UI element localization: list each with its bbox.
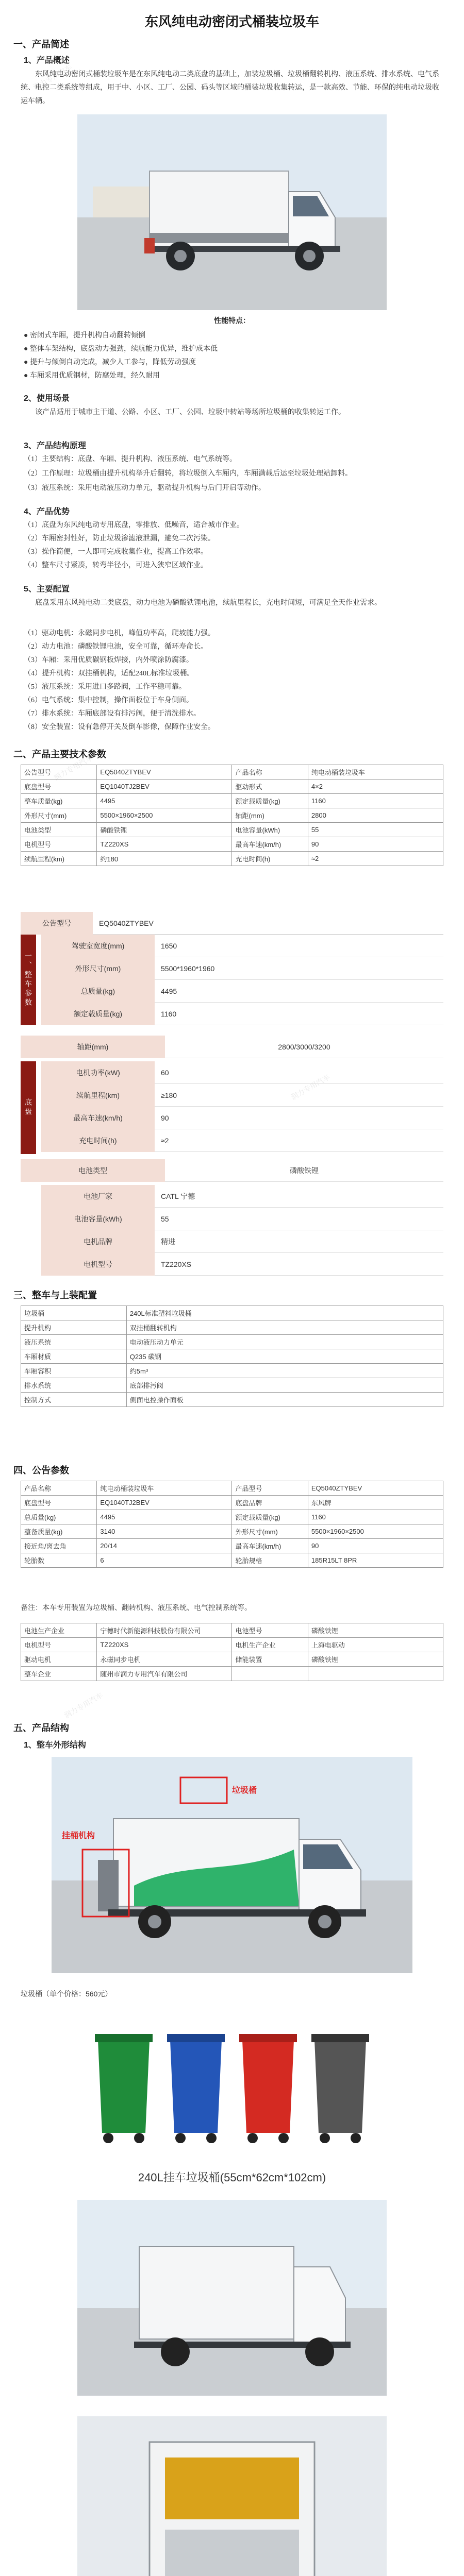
config-row: [21, 1378, 443, 1393]
notice-label: 轮胎规格: [232, 1553, 308, 1568]
params-row: [21, 852, 443, 866]
spec-key: 额定载质量(kg): [41, 1003, 155, 1026]
spec-row: [41, 1230, 443, 1253]
notice-label: [232, 1667, 308, 1681]
notice-value: 纯电动桶装垃圾车: [97, 1481, 232, 1496]
param-value: 90: [308, 837, 443, 852]
notice-value: 上海电驱动: [308, 1638, 443, 1652]
param-value: 55: [308, 823, 443, 837]
config-value: 240L标准塑料垃圾桶: [126, 1306, 443, 1320]
config-item: （3）车厢：采用优质碳钢板焊接，内外喷涂防腐漆。: [24, 656, 193, 664]
spec-key: 充电时间(h): [41, 1129, 155, 1153]
truck-back-illustration: [77, 2416, 387, 2576]
notice-value: 5500×1960×2500: [308, 1524, 443, 1539]
notice-value: 东风牌: [308, 1496, 443, 1510]
spec-value: 4495: [155, 980, 443, 1003]
config-value: 电动液压动力单元: [126, 1335, 443, 1349]
notice-row: [21, 1510, 443, 1524]
config-label: 控制方式: [21, 1393, 127, 1407]
spec-key: 最高车速(km/h): [41, 1107, 155, 1130]
param-value: ≈2: [308, 852, 443, 866]
spec-key: 外形尺寸(mm): [41, 957, 155, 980]
spec-model-label: 公告型号: [21, 912, 93, 935]
notice-value: 磷酸铁锂: [308, 1623, 443, 1638]
param-label: 最高车速(km/h): [232, 837, 308, 852]
spec-value: 1160: [155, 1003, 443, 1025]
param-value: 1160: [308, 794, 443, 808]
config-label: 垃圾桶: [21, 1306, 127, 1320]
wheelbase-value: 2800/3000/3200: [165, 1036, 443, 1058]
truck-photo-main: [77, 114, 387, 310]
config-item: （4）提升机构：双挂桶机构，适配240L标准垃圾桶。: [24, 670, 194, 677]
notice-label: 电机型号: [21, 1638, 97, 1652]
wheelbase-label: 轴距(mm): [21, 1036, 165, 1059]
param-label: 驱动形式: [232, 779, 308, 794]
advantage-item: （1）底盘为东风纯电动专用底盘，零排放、低噪音，适合城市作业。: [24, 521, 244, 529]
truck-rear-illustration: [77, 2200, 387, 2396]
notice-label: 底盘型号: [21, 1496, 97, 1510]
param-label: 电池类型: [21, 823, 97, 837]
section-heading-overview: 一、产品简述: [13, 39, 69, 49]
param-value: 纯电动桶装垃圾车: [308, 765, 443, 779]
params-table: [21, 765, 443, 866]
notice-label: 产品型号: [232, 1481, 308, 1496]
spec-row: [41, 1003, 443, 1025]
notice-label: 整车企业: [21, 1667, 97, 1681]
param-value: 约180: [97, 852, 232, 866]
config-item: （2）动力电池：磷酸铁锂电池，安全可靠，循环寿命长。: [24, 643, 208, 651]
notice-value: 4495: [97, 1510, 232, 1524]
spec-row: [41, 1107, 443, 1129]
notice-label: 整备质量(kg): [21, 1524, 97, 1539]
spec-value: 60: [155, 1061, 443, 1084]
spec-value: 55: [155, 1208, 443, 1230]
param-label: 外形尺寸(mm): [21, 808, 97, 823]
usage-paragraph: 该产品适用于城市主干道、公路、小区、工厂、公园、垃圾中转站等场所垃圾桶的收集转运工作。: [35, 409, 345, 416]
param-label: 公告型号: [21, 765, 97, 779]
spec-group-label: 一、整车参数: [21, 935, 36, 1025]
battery-type-value: 磷酸铁锂: [165, 1159, 443, 1182]
spec-row: [41, 1208, 443, 1230]
param-label: 额定载质量(kg): [232, 794, 308, 808]
section-heading-params: 二、产品主要技术参数: [13, 749, 106, 759]
spec-key: 驾驶室宽度(mm): [41, 935, 155, 958]
bins-caption: 垃圾桶（单个价格：560元）: [21, 1990, 112, 1998]
spec-model-value: EQ5040ZTYBEV: [93, 912, 443, 935]
spec-model-row: [21, 912, 443, 935]
section-heading-structure: 五、产品结构: [13, 1723, 69, 1733]
notice-row: [21, 1638, 443, 1652]
param-label: 电池容量(kWh): [232, 823, 308, 837]
bins-illustration: [77, 2009, 387, 2164]
param-label: 产品名称: [232, 765, 308, 779]
notice-value: 磷酸铁锂: [308, 1652, 443, 1667]
notice-value: [308, 1667, 443, 1681]
spec-row: [41, 1129, 443, 1152]
config-item: （8）安全装置：设有急停开关及倒车影像，保障作业安全。: [24, 723, 215, 731]
notice-row: [21, 1539, 443, 1553]
advantage-item: （4）整车尺寸紧凑，转弯半径小，可进入狭窄区域作业。: [24, 562, 208, 569]
notice-label: 轮胎数: [21, 1553, 97, 1568]
wheelbase-row: [21, 1036, 443, 1058]
callout-bin: 垃圾桶: [232, 1786, 257, 1795]
param-label: 底盘型号: [21, 779, 97, 794]
config-item: （7）排水系统：车厢底部设有排污阀，便于清洗排水。: [24, 710, 201, 718]
feature-item: ● 提升与倾倒自动完成，减少人工参与，降低劳动强度: [24, 359, 196, 366]
notice-label: 接近角/离去角: [21, 1539, 97, 1553]
spec-key: 电池厂家: [41, 1185, 155, 1208]
config-value: Q235 碳钢: [126, 1349, 443, 1364]
notice-row: [21, 1623, 443, 1638]
feature-item: ● 整体车架结构，底盘动力强劲，续航能力优异，维护成本低: [24, 345, 218, 353]
config-label: 车厢容积: [21, 1364, 127, 1378]
truck-photo-back: [77, 2416, 387, 2576]
notice-value: EQ5040ZTYBEV: [308, 1481, 443, 1496]
notice-value: 6: [97, 1553, 232, 1568]
config-row: [21, 1349, 443, 1364]
notice-table: [21, 1481, 443, 1568]
param-value: 4495: [97, 794, 232, 808]
config-row: [21, 1335, 443, 1349]
spec-value: 5500*1960*1960: [155, 957, 443, 980]
spec-row: [41, 980, 443, 1003]
spec-row: [41, 1253, 443, 1276]
notice-row: [21, 1553, 443, 1568]
param-value: EQ1040TJ2BEV: [97, 779, 232, 794]
param-label: 电机型号: [21, 837, 97, 852]
structure-item: （1）主要结构：底盘、车厢、提升机构、液压系统、电气系统等。: [24, 455, 237, 463]
notice-value: 185R15LT 8PR: [308, 1553, 443, 1568]
config-row: [21, 1393, 443, 1407]
subheading-structure: 3、产品结构原理: [24, 442, 86, 450]
spec-value: TZ220XS: [155, 1253, 443, 1276]
spec-value: 1650: [155, 935, 443, 957]
config-item: （6）电气系统：集中控制，操作面板位于车身侧面。: [24, 697, 193, 704]
notice-label: 电机生产企业: [232, 1638, 308, 1652]
notice-row: [21, 1496, 443, 1510]
truck-photo-rear: [77, 2200, 387, 2396]
notice-value: 永磁同步电机: [97, 1652, 232, 1667]
config-value: 约5m³: [126, 1364, 443, 1378]
notice-bottom-table: [21, 1623, 443, 1681]
bins-label: 240L挂车垃圾桶(55cm*62cm*102cm): [138, 2171, 326, 2184]
spec-value: ≈2: [155, 1129, 443, 1152]
config-row: [21, 1320, 443, 1335]
subheading-config: 5、主要配置: [24, 585, 70, 594]
chassis-group-label: 底盘: [21, 1061, 36, 1154]
battery-type-label: 电池类型: [21, 1159, 165, 1182]
battery-type-row: [21, 1159, 443, 1182]
config-item: （5）液压系统：采用进口多路阀，工作平稳可靠。: [24, 683, 186, 691]
intro-paragraph: 东风纯电动密闭式桶装垃圾车是在东风纯电动二类底盘的基础上，加装垃圾桶、垃圾桶翻转机构、液压系统、排水系统、电气系统、电控二类系统等组成，用于中、小区、工厂、公园、码头等区域的桶装垃圾收集转运，是一款高效、节能、环保的纯电动垃圾收运车辆。: [21, 71, 439, 105]
param-value: 5500×1960×2500: [97, 808, 232, 823]
notice-remark: 备注：本车专用装置为垃圾桶、翻转机构、液压系统、电气控制系统等。: [21, 1604, 252, 1612]
notice-value: EQ1040TJ2BEV: [97, 1496, 232, 1510]
notice-value: 1160: [308, 1510, 443, 1524]
spec-key: 续航里程(km): [41, 1084, 155, 1107]
param-label: 续航里程(km): [21, 852, 97, 866]
section-heading-notice: 四、公告参数: [13, 1465, 69, 1476]
notice-label: 电池生产企业: [21, 1623, 97, 1638]
section-heading-config: 三、整车与上装配置: [13, 1290, 97, 1300]
spec-value: ≥180: [155, 1084, 443, 1107]
config-label: 排水系统: [21, 1378, 127, 1393]
params-row: [21, 765, 443, 779]
truck-illustration: [77, 114, 387, 310]
spec-key: 总质量(kg): [41, 980, 155, 1003]
param-label: 充电时间(h): [232, 852, 308, 866]
spec-key: 电池容量(kWh): [41, 1208, 155, 1231]
config-row: [21, 1306, 443, 1320]
notice-value: TZ220XS: [97, 1638, 232, 1652]
notice-label: 总质量(kg): [21, 1510, 97, 1524]
config-table: [21, 1306, 443, 1407]
notice-label: 额定载质量(kg): [232, 1510, 308, 1524]
param-value: 磷酸铁锂: [97, 823, 232, 837]
notice-label: 电池型号: [232, 1623, 308, 1638]
config-row: [21, 1364, 443, 1378]
notice-label: 产品名称: [21, 1481, 97, 1496]
param-label: 整车质量(kg): [21, 794, 97, 808]
advantage-item: （2）车厢密封性好，防止垃圾渗滤液泄漏，避免二次污染。: [24, 535, 215, 543]
params-row: [21, 837, 443, 852]
advantage-item: （3）操作简便，一人即可完成收集作业，提高工作效率。: [24, 548, 208, 556]
params-row: [21, 823, 443, 837]
notice-value: 90: [308, 1539, 443, 1553]
structure-item: （2）工作原理：垃圾桶由提升机构举升后翻转，将垃圾倒入车厢内，车厢满载后运至垃圾处理站卸料。: [24, 470, 352, 478]
param-value: TZ220XS: [97, 837, 232, 852]
notice-row: [21, 1667, 443, 1681]
notice-label: 底盘品牌: [232, 1496, 308, 1510]
params-row: [21, 808, 443, 823]
spec-value: CATL 宁德: [155, 1185, 443, 1208]
spec-key: 电机功率(kW): [41, 1061, 155, 1084]
param-value: EQ5040ZTYBEV: [97, 765, 232, 779]
document-page: 润力专用汽车 润力专用汽车 润力专用汽车 润力专用汽车 东风纯电动密闭式桶装垃圾车 一、产品简述 1、产品概述 东风纯电动密闭式桶装垃圾车是在东风纯电动二类底盘的基础上，加装垃圾桶、垃圾桶翻转机构、液压系统、排水系统、电气系统、电控二类系统等组成，用于中、小区、工厂、公园、码头等区域的桶装垃圾收集转运，是一款高效、节能、环保的纯电动垃圾收运车辆。 性能特点： ● 密闭式车厢，提升机构自动翻转倾倒 ● 整体车架结构，底盘动力强劲，续航能力优异，维护成本低 ● 提升与倾倒自动完成，减少人工参与，降低劳动强度 ● 车厢采用优质钢材，防腐处理，经久耐用 2、使用场景 该产品适用于城市主干道、公路、小区、工厂、公园、垃圾中转站等场所垃圾桶的收集转运工作。 3、产品结构原理 （1）主要结构：底盘、车厢、提升机构、液压系统、电气系统等。 （2）工作原理：垃圾桶由提升机构举升后翻转，将垃圾倒入车厢内，车厢满载后运至垃圾处理站卸料。 （3）液压系统：采用电动液压动力单元，驱动提升机构与后门开启等动作。 4、产品优势 （1）底盘为东风纯电动专用底盘，零排放、低噪音，适合城市作业。 （2）车厢密封性好，防止垃圾渗滤液泄漏，避免二次污染。 （3）操作简便，一人即可完成收集作业，提高工作效率。 （4）整车尺寸紧凑，转弯半径小，可进入狭窄区域作业。 5、主要配置 底盘采用东风纯电动二类底盘，动力电池为磷酸铁锂电池，续航里程长，充电时间短，可满足全天作业需求。 （1）驱动电机：永磁同步电机，峰值功率高，爬坡能力强。 （2）动力电池：磷酸铁锂电池，安全可靠，循环寿命长。 （3）车厢：采用优质碳钢板焊接，内外喷涂防腐漆。 （4）提升机构：双挂桶机构，适配240L标准垃圾桶。 （5）液压系统：采用进口多路阀，工作平稳可靠。 （6）电气系统：集中控制，操作面板位于车身侧面。 （7）排水系统：车厢底部设有排污阀，便于清洗排水。 （8）安全装置：设有急停开关及倒车影像，保障作业安全。 二、产品主要技术参数 公告型号 EQ5040ZTYBEV 产品名称 纯电动桶装垃圾车 底盘型号 EQ1040TJ2BEV 驱动形式 4×2 整车质量(kg) 4495 额定载质量(kg) 1160 外形尺寸(mm) 5500×1960×2500 轴距(mm) 2800 电池类型 磷酸铁锂 电池容量(kWh) 55 电机型号 TZ220XS 最高车速(km/h) 90 续航里程(km) 约180 充电时间(h) ≈2 公告型号 EQ5040ZTYBEV 一、整车参数 驾驶室宽度(mm) 1650 外形尺寸(mm) 5500*1960*1960 总质量(kg) 4495 额定载质量(kg) 1160 轴距(mm) 2800/3000/3200 底盘 电机功率(kW) 60 续航里程(km) ≥180 最高车速(km/h) 90 充电时间(h) ≈2 电池类型 磷酸铁锂 电池厂家 CATL 宁德 电池容量(kWh) 55 电机品牌 精进 电机型号 TZ220XS 三、整车与上装配置 垃圾桶 240L标准塑料垃圾桶 提升机构 双挂桶翻转机构 液压系统 电动液压动力单元 车厢材质 Q235 碳钢 车厢容积 约5m³ 排水系统 底部排污阀 控制方式 侧面电控操作面板 四、公告参数 产品名称 纯电动桶装垃圾车 产品型号 EQ5040ZTYBEV 底盘型号 EQ1040TJ2BEV 底盘品牌 东风牌 总质量(kg) 4495 额定载质量(kg) 1160 整备质量(kg) 3140 外形尺寸(mm) 5500×1960×2500 接近角/离去角 20/14 最高车速(km/h) 90 轮胎数 6 轮胎规格 185R15LT 8PR 备注：本车专用装置为垃圾桶、翻转机构、液压系统、电气控制系统等。 电池生产企业 宁德时代新能源科技股份有限公司 电池型号 磷酸铁锂 电机型号 TZ220XS 电机生产企业 上海电驱动 驱动电机 永磁同步电机 储能装置 磷酸铁锂 整车企业 随州市润力专用汽车有限公司 五、产品结构 1、整车外形结构 垃圾桶 挂桶机构 垃圾桶（单个价格：560元） 240L挂车垃圾桶(55cm*62cm*102cm): [0, 0, 464, 2576]
structure-item: （3）液压系统：采用电动液压动力单元，驱动提升机构与后门开启等动作。: [24, 484, 266, 492]
features-title: 性能特点：: [214, 316, 250, 325]
notice-label: 外形尺寸(mm): [232, 1524, 308, 1539]
spec-key: 电机型号: [41, 1253, 155, 1276]
notice-value: 宁德时代新能源科技股份有限公司: [97, 1623, 232, 1638]
params-row: [21, 779, 443, 794]
notice-value: 随州市润力专用汽车有限公司: [97, 1667, 232, 1681]
subheading-advantages: 4、产品优势: [24, 507, 70, 516]
notice-label: 储能装置: [232, 1652, 308, 1667]
page-title: 东风纯电动密闭式桶装垃圾车: [144, 14, 319, 29]
config-value: 底部排污阀: [126, 1378, 443, 1393]
spec-row: [41, 1185, 443, 1208]
callout-lift: 挂桶机构: [62, 1832, 95, 1840]
feature-item: ● 车厢采用优质钢材，防腐处理，经久耐用: [24, 372, 160, 380]
notice-row: [21, 1481, 443, 1496]
spec-value: 90: [155, 1107, 443, 1129]
notice-row: [21, 1652, 443, 1667]
subheading-exterior: 1、整车外形结构: [24, 1741, 86, 1750]
config-paragraph: 底盘采用东风纯电动二类底盘，动力电池为磷酸铁锂电池，续航里程长，充电时间短，可满足全天作业需求。: [35, 599, 382, 607]
spec-row: [41, 1084, 443, 1107]
feature-item: ● 密闭式车厢，提升机构自动翻转倾倒: [24, 332, 145, 340]
subheading-usage: 2、使用场景: [24, 394, 70, 403]
spec-key: 电机品牌: [41, 1230, 155, 1253]
spec-row: [41, 935, 443, 957]
config-label: 提升机构: [21, 1320, 127, 1335]
config-label: 车厢材质: [21, 1349, 127, 1364]
notice-value: 20/14: [97, 1539, 232, 1553]
subheading-product-overview: 1、产品概述: [24, 56, 70, 65]
notice-row: [21, 1524, 443, 1539]
notice-value: 3140: [97, 1524, 232, 1539]
spec-value: 精进: [155, 1230, 443, 1253]
spec-row: [41, 1061, 443, 1084]
param-value: 2800: [308, 808, 443, 823]
params-row: [21, 794, 443, 808]
config-value: 侧面电控操作面板: [126, 1393, 443, 1407]
notice-label: 最高车速(km/h): [232, 1539, 308, 1553]
config-value: 双挂桶翻转机构: [126, 1320, 443, 1335]
notice-label: 驱动电机: [21, 1652, 97, 1667]
param-value: 4×2: [308, 779, 443, 794]
garbage-bins: [77, 2009, 387, 2164]
truck-photo-callouts: [52, 1757, 412, 1973]
config-item: （1）驱动电机：永磁同步电机，峰值功率高，爬坡能力强。: [24, 630, 215, 637]
config-label: 液压系统: [21, 1335, 127, 1349]
param-label: 轴距(mm): [232, 808, 308, 823]
spec-row: [41, 957, 443, 980]
